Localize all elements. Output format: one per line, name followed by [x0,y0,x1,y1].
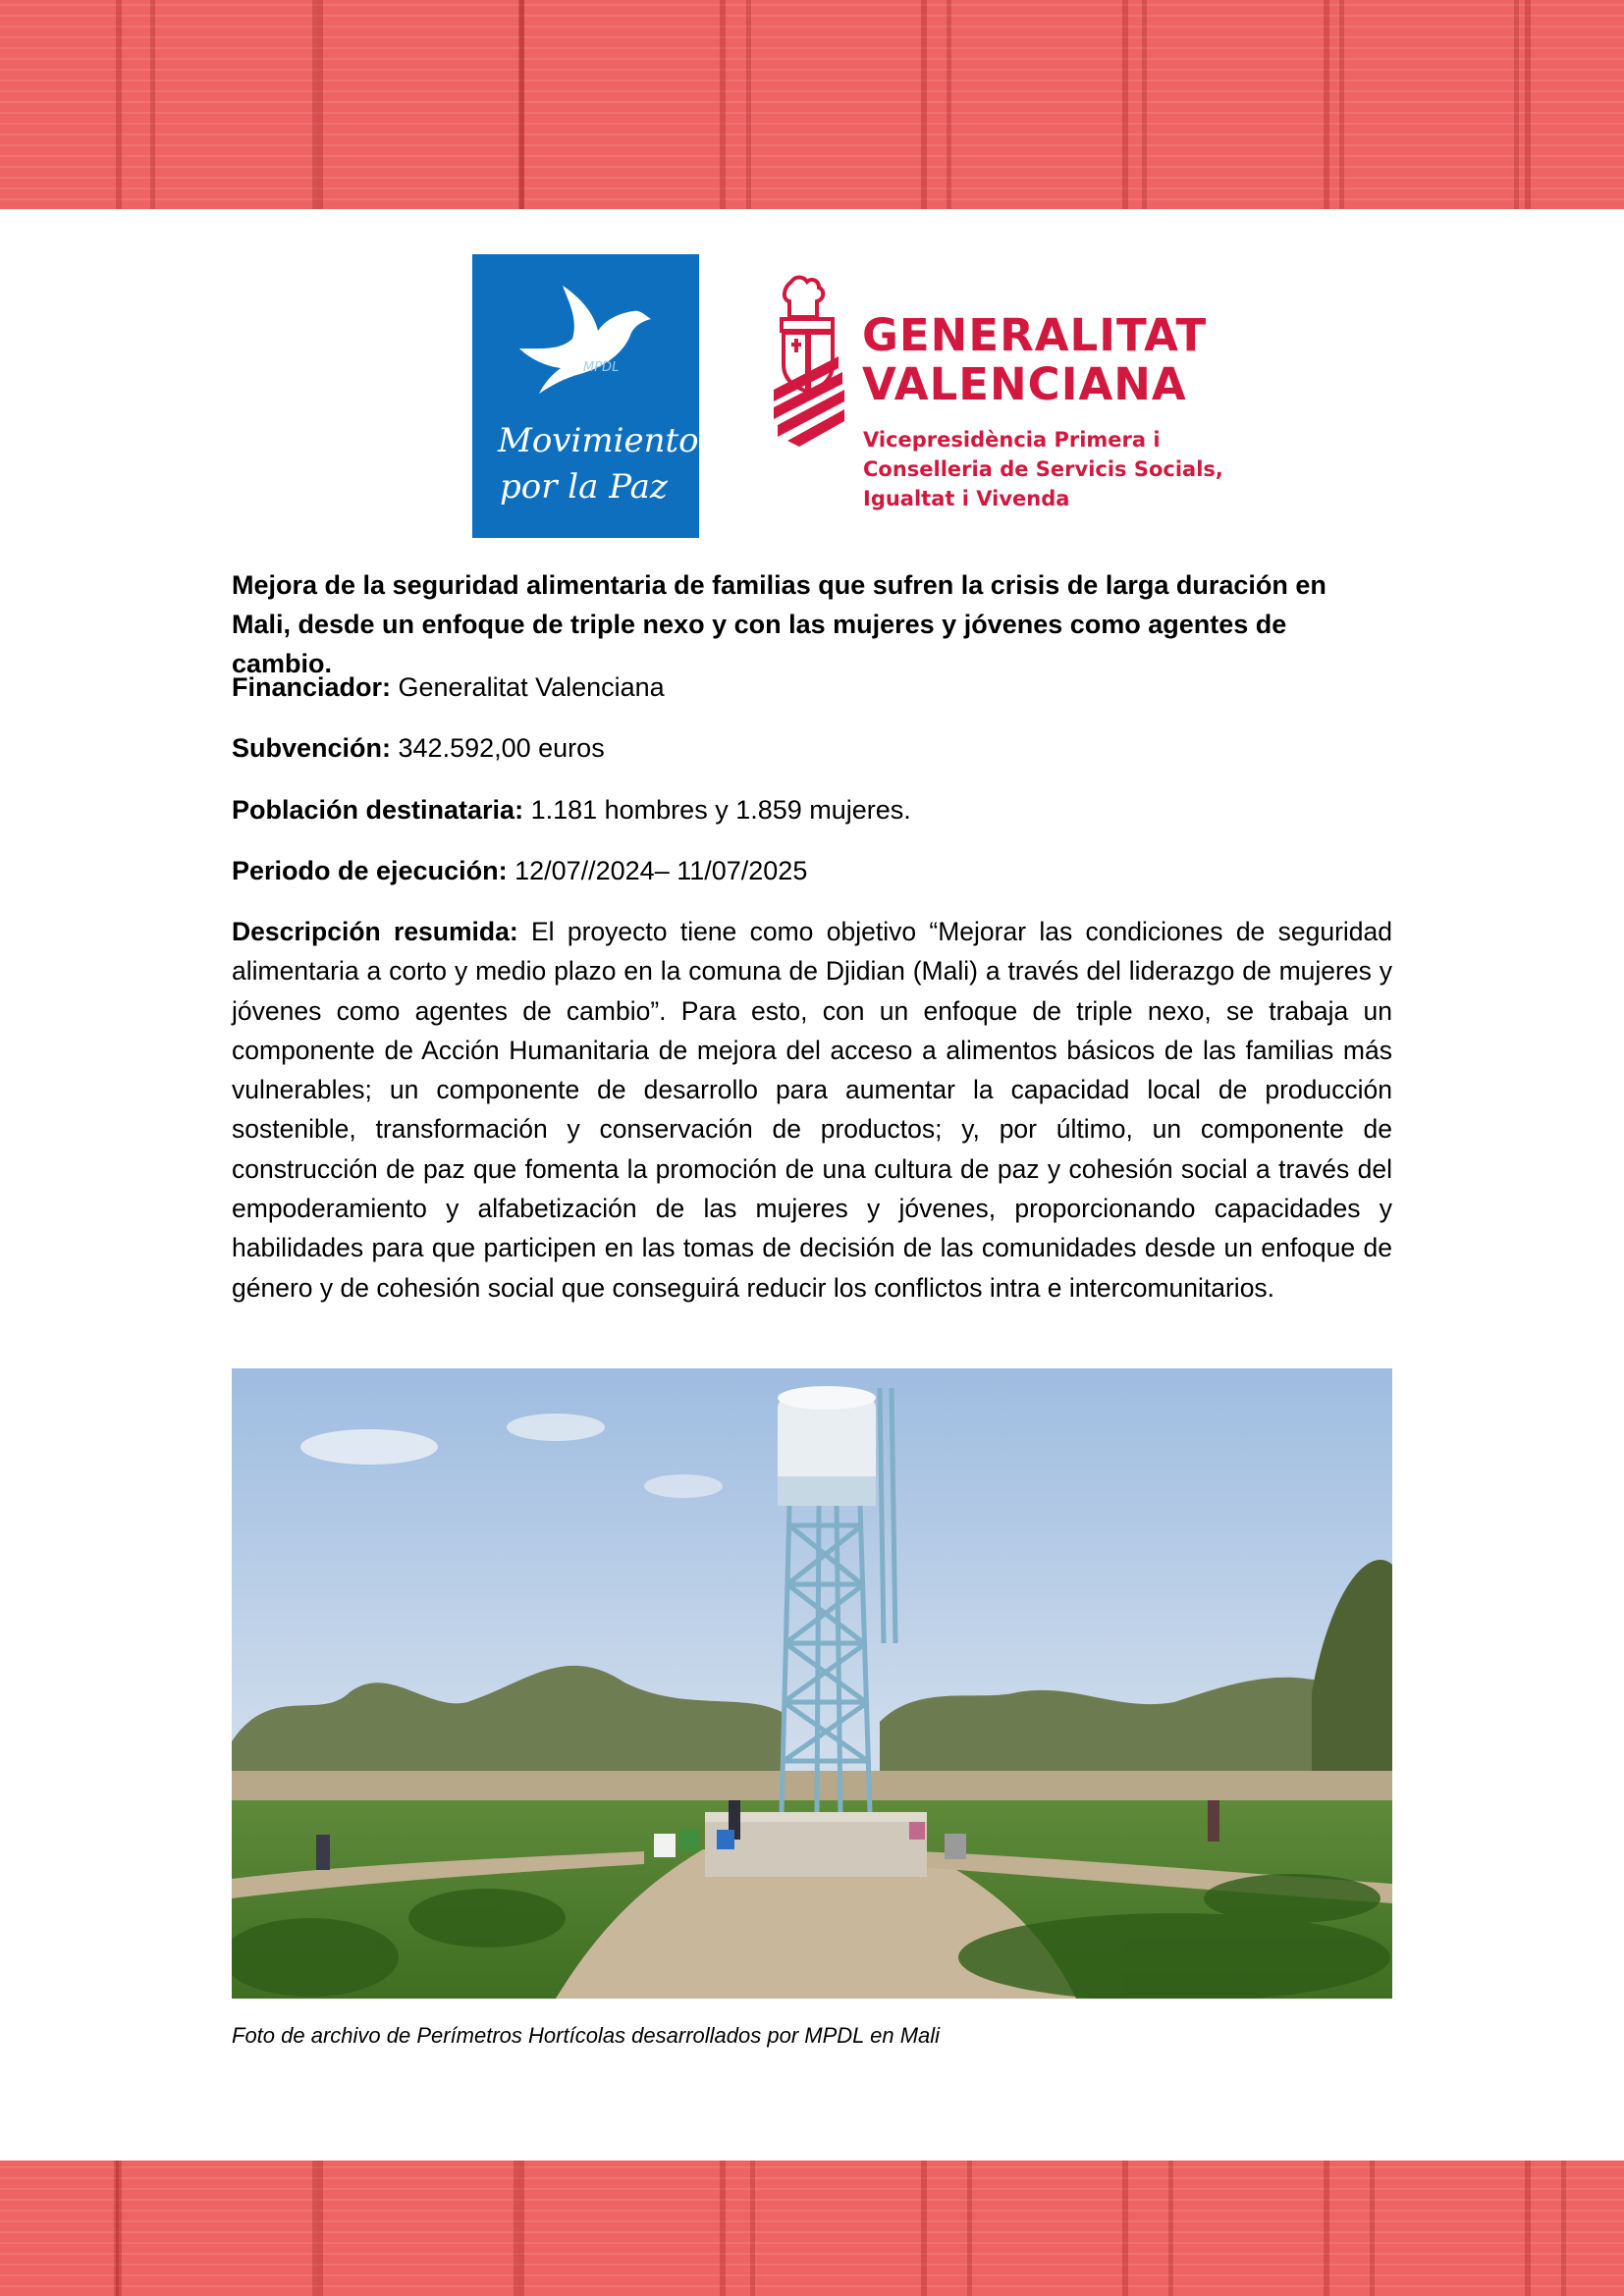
field-financiador-value: Generalitat Valenciana [391,672,665,702]
gv-dept-line1: Vicepresidència Primera i [863,428,1161,452]
field-subvencion-value: 342.592,00 euros [391,733,605,763]
description-label: Descripción resumida: [232,917,518,946]
field-subvencion [232,728,605,768]
project-photo [232,1368,1392,1999]
crest-icon [772,274,846,451]
field-periodo [232,851,807,890]
field-periodo-label: Periodo de ejecución: [232,856,508,885]
photo-caption: Foto de archivo de Perímetros Hortícolas desarrollados por MPDL en Mali [232,2023,941,2048]
field-financiador [232,667,665,707]
field-financiador-label: Financiador: [232,672,392,702]
water-tower-field-image [232,1368,1392,1999]
gv-name-line1: GENERALITAT [862,309,1208,361]
mpdl-logo [472,254,699,538]
mpdl-script-line1: Movimiento [498,421,699,460]
decorative-header-band [0,0,1624,209]
project-description [232,912,1392,1308]
gv-name-line2: VALENCIANA [862,358,1187,410]
field-poblacion-value: 1.181 hombres y 1.859 mujeres. [523,795,911,825]
gv-dept-line3: Igualtat i Vivenda [863,487,1070,510]
decorative-footer-band [0,2161,1624,2296]
project-title: Mejora de la seguridad alimentaria de familias que sufren la crisis de larga duración en Mali, desde un enfoque de triple nexo y con las mujeres y jóvenes como agentes de cambio. [232,570,1326,678]
gv-dept-line2: Conselleria de Servicis Socials, [863,457,1223,481]
mpdl-script-line2: por la Paz [500,467,668,507]
dove-icon [512,280,659,398]
field-poblacion-label: Población destinataria: [232,795,524,825]
field-periodo-value: 12/07//2024– 11/07/2025 [507,856,808,885]
mpdl-tag: MPDL [583,360,620,375]
field-poblacion [232,790,911,829]
description-text: El proyecto tiene como objetivo “Mejorar las condiciones de seguridad alimentaria a corto y medio plazo en la comuna de Djidian (Mali) a través del liderazgo de mujeres y jóvenes como agentes de cambio”. Para esto, con un enfoque de triple nexo, se trabaja un componente de Acción Humanitaria de mejora del acceso a alimentos básicos de las familias más vulnerables; un componente de desarrollo para aumentar la capacidad local de producción sostenible, transformación y conservación de productos; y, por último, un componente de construcción de paz que fomenta la promoción de una cultura de paz y cohesión social a través del empoderamiento y alfabetización de las mujeres y jóvenes, proporcionando capacidades y habilidades para que participen en las tomas de decisión de las comunidades desde un enfoque de género y de cohesión social que conseguirá reducir los conflictos intra e intercomunitarios. [232,917,1393,1303]
field-subvencion-label: Subvención: [232,733,392,763]
